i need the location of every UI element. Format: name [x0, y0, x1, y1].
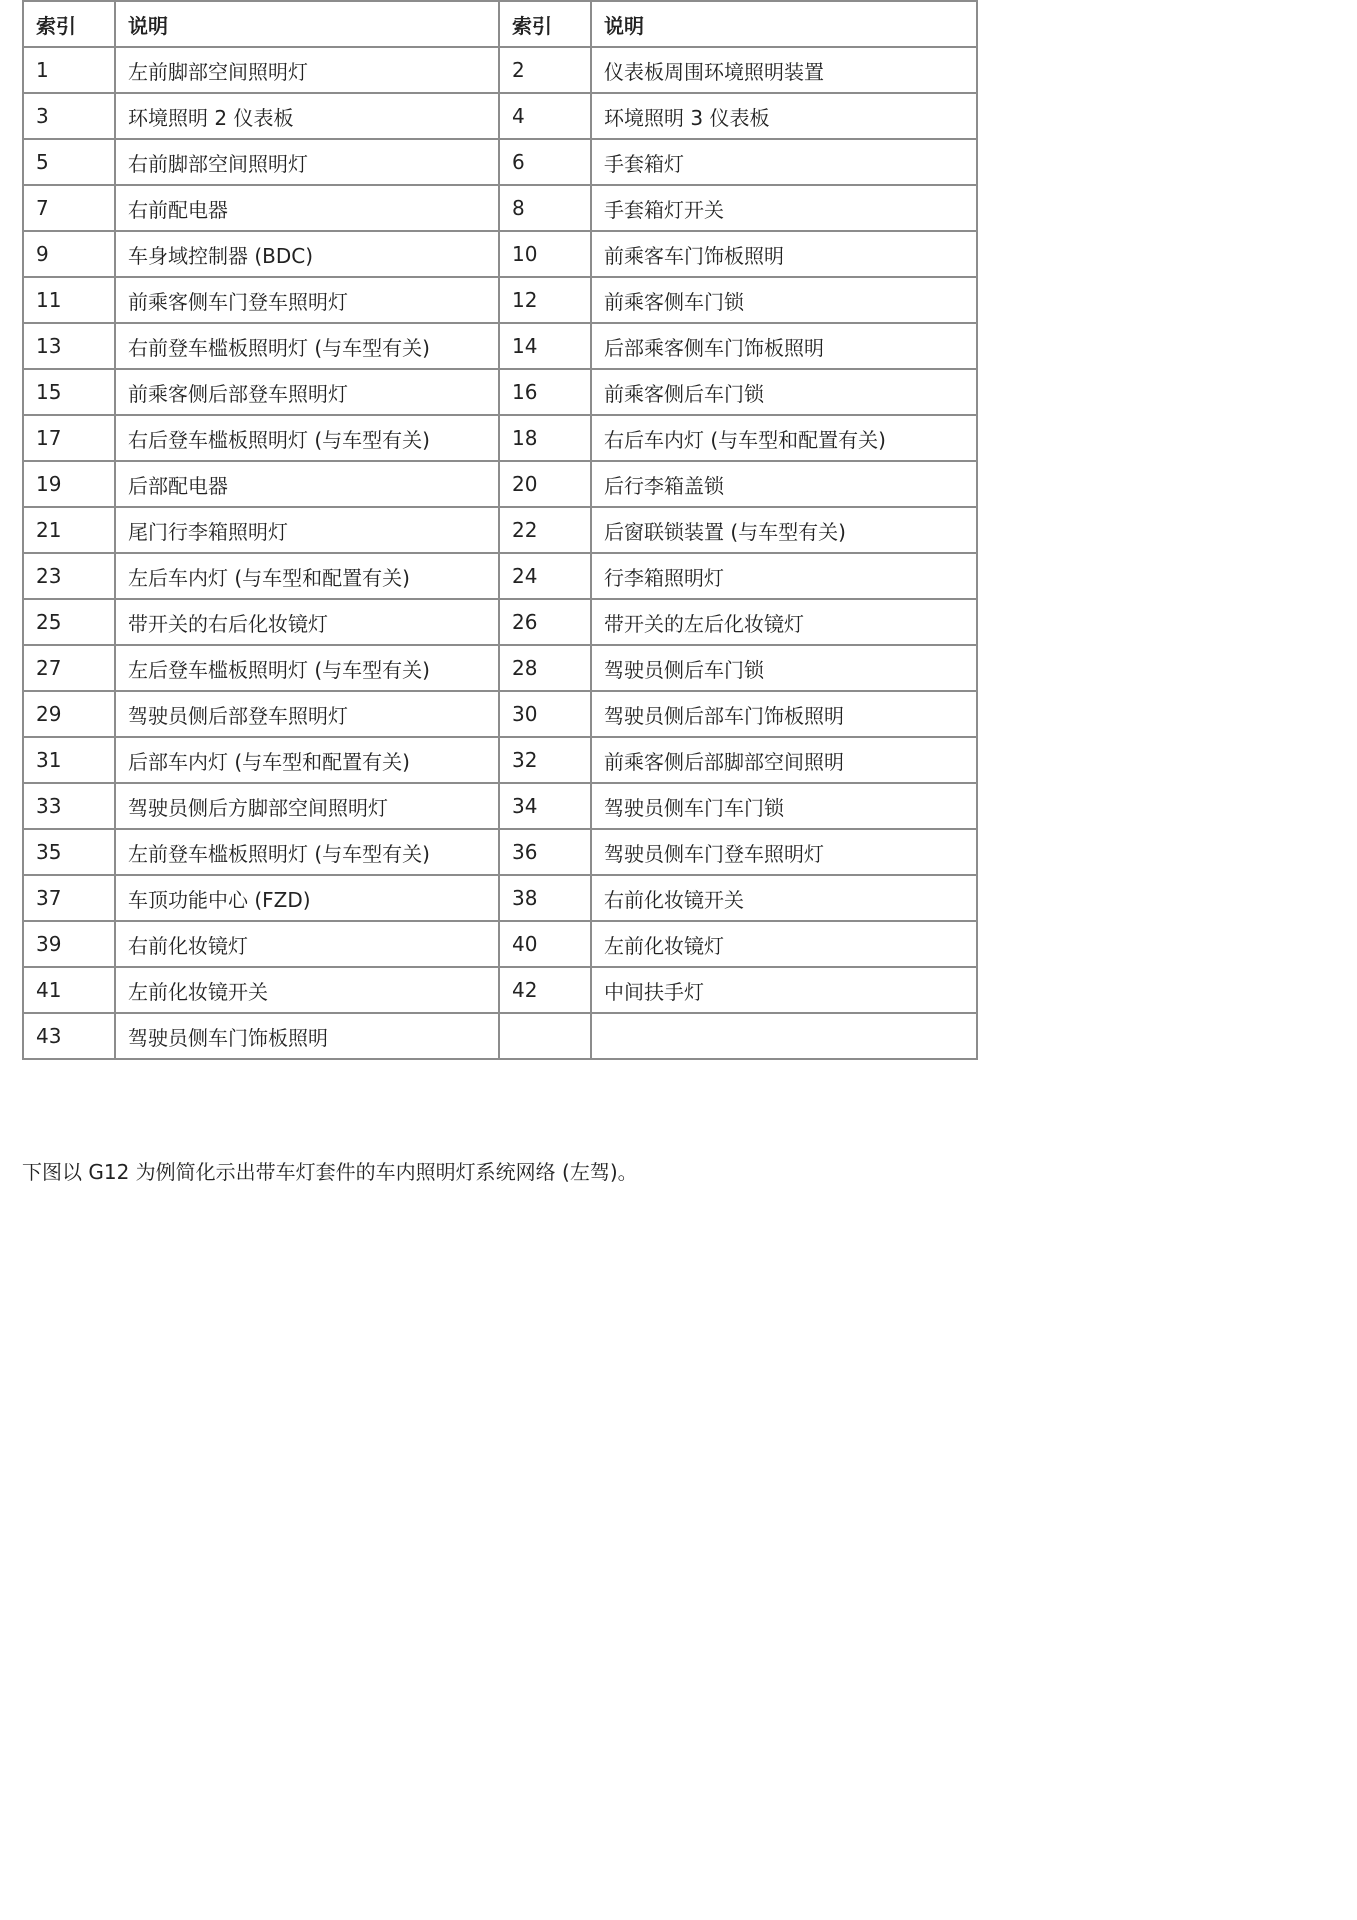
index-cell: 2	[499, 47, 591, 93]
description-cell: 仪表板周围环境照明装置	[591, 47, 977, 93]
table-row	[23, 921, 977, 967]
table-row	[23, 599, 977, 645]
table-row	[23, 323, 977, 369]
index-cell: 24	[499, 553, 591, 599]
description-cell: 左后车内灯 (与车型和配置有关)	[115, 553, 499, 599]
table-row	[23, 461, 977, 507]
index-cell: 22	[499, 507, 591, 553]
index-cell: 32	[499, 737, 591, 783]
description-cell: 前乘客侧车门锁	[591, 277, 977, 323]
index-cell: 25	[23, 599, 115, 645]
index-cell: 33	[23, 783, 115, 829]
description-cell: 左前化妆镜开关	[115, 967, 499, 1013]
table-row	[23, 369, 977, 415]
table-row	[23, 553, 977, 599]
description-cell: 后部乘客侧车门饰板照明	[591, 323, 977, 369]
index-cell: 28	[499, 645, 591, 691]
index-cell: 7	[23, 185, 115, 231]
legend-table-body	[23, 47, 977, 1059]
description-cell: 车顶功能中心 (FZD)	[115, 875, 499, 921]
table-row	[23, 231, 977, 277]
index-cell: 34	[499, 783, 591, 829]
index-cell: 15	[23, 369, 115, 415]
table-row	[23, 829, 977, 875]
index-cell: 12	[499, 277, 591, 323]
description-cell: 右前脚部空间照明灯	[115, 139, 499, 185]
description-cell: 尾门行李箱照明灯	[115, 507, 499, 553]
description-cell: 车身域控制器 (BDC)	[115, 231, 499, 277]
index-cell: 9	[23, 231, 115, 277]
index-cell: 8	[499, 185, 591, 231]
index-cell: 16	[499, 369, 591, 415]
table-row	[23, 737, 977, 783]
table-row	[23, 783, 977, 829]
description-cell: 驾驶员侧后车门锁	[591, 645, 977, 691]
description-cell: 左前登车槛板照明灯 (与车型有关)	[115, 829, 499, 875]
description-cell: 前乘客侧后部登车照明灯	[115, 369, 499, 415]
index-cell: 17	[23, 415, 115, 461]
description-cell: 带开关的左后化妆镜灯	[591, 599, 977, 645]
table-row	[23, 415, 977, 461]
description-cell: 驾驶员侧后部登车照明灯	[115, 691, 499, 737]
index-cell: 35	[23, 829, 115, 875]
index-cell: 18	[499, 415, 591, 461]
header-index-1: 索引	[23, 1, 115, 47]
index-cell: 26	[499, 599, 591, 645]
index-cell: 10	[499, 231, 591, 277]
table-row	[23, 875, 977, 921]
description-cell: 左前化妆镜灯	[591, 921, 977, 967]
index-cell: 14	[499, 323, 591, 369]
description-cell: 右后登车槛板照明灯 (与车型有关)	[115, 415, 499, 461]
description-cell: 驾驶员侧后部车门饰板照明	[591, 691, 977, 737]
description-cell: 环境照明 2 仪表板	[115, 93, 499, 139]
table-row	[23, 277, 977, 323]
header-description-2: 说明	[591, 1, 977, 47]
description-cell: 右后车内灯 (与车型和配置有关)	[591, 415, 977, 461]
table-row	[23, 967, 977, 1013]
index-cell: 36	[499, 829, 591, 875]
description-cell: 右前配电器	[115, 185, 499, 231]
index-cell: 41	[23, 967, 115, 1013]
table-row	[23, 645, 977, 691]
index-cell: 19	[23, 461, 115, 507]
description-cell: 右前登车槛板照明灯 (与车型有关)	[115, 323, 499, 369]
table-row	[23, 507, 977, 553]
index-cell: 11	[23, 277, 115, 323]
description-cell: 前乘客车门饰板照明	[591, 231, 977, 277]
description-cell: 手套箱灯	[591, 139, 977, 185]
description-cell: 左后登车槛板照明灯 (与车型有关)	[115, 645, 499, 691]
description-cell: 驾驶员侧车门饰板照明	[115, 1013, 499, 1059]
index-cell: 13	[23, 323, 115, 369]
description-cell: 驾驶员侧车门登车照明灯	[591, 829, 977, 875]
index-cell: 4	[499, 93, 591, 139]
table-header-row	[23, 1, 977, 47]
description-cell: 前乘客侧后车门锁	[591, 369, 977, 415]
table-row	[23, 691, 977, 737]
header-index-2: 索引	[499, 1, 591, 47]
index-cell: 37	[23, 875, 115, 921]
index-cell: 23	[23, 553, 115, 599]
header-description-1: 说明	[115, 1, 499, 47]
index-cell: 6	[499, 139, 591, 185]
description-cell: 带开关的右后化妆镜灯	[115, 599, 499, 645]
index-cell: 20	[499, 461, 591, 507]
figure-caption: 下图以 G12 为例简化示出带车灯套件的车内照明灯系统网络 (左驾)。	[22, 1160, 638, 1184]
index-cell: 42	[499, 967, 591, 1013]
table-row	[23, 139, 977, 185]
index-cell	[499, 1013, 591, 1059]
index-cell: 40	[499, 921, 591, 967]
description-cell: 驾驶员侧车门车门锁	[591, 783, 977, 829]
index-cell: 38	[499, 875, 591, 921]
table-row	[23, 93, 977, 139]
table-row	[23, 185, 977, 231]
index-cell: 30	[499, 691, 591, 737]
index-cell: 21	[23, 507, 115, 553]
index-cell: 1	[23, 47, 115, 93]
table-row	[23, 47, 977, 93]
index-cell: 5	[23, 139, 115, 185]
description-cell: 后部车内灯 (与车型和配置有关)	[115, 737, 499, 783]
description-cell: 后窗联锁装置 (与车型有关)	[591, 507, 977, 553]
table-row	[23, 1013, 977, 1059]
description-cell: 中间扶手灯	[591, 967, 977, 1013]
index-cell: 31	[23, 737, 115, 783]
legend-table	[22, 0, 978, 1060]
index-cell: 29	[23, 691, 115, 737]
description-cell: 左前脚部空间照明灯	[115, 47, 499, 93]
description-cell: 前乘客侧车门登车照明灯	[115, 277, 499, 323]
description-cell: 右前化妆镜灯	[115, 921, 499, 967]
description-cell: 行李箱照明灯	[591, 553, 977, 599]
description-cell: 后部配电器	[115, 461, 499, 507]
description-cell	[591, 1013, 977, 1059]
description-cell: 后行李箱盖锁	[591, 461, 977, 507]
index-cell: 43	[23, 1013, 115, 1059]
index-cell: 39	[23, 921, 115, 967]
description-cell: 右前化妆镜开关	[591, 875, 977, 921]
index-cell: 3	[23, 93, 115, 139]
index-cell: 27	[23, 645, 115, 691]
description-cell: 手套箱灯开关	[591, 185, 977, 231]
description-cell: 驾驶员侧后方脚部空间照明灯	[115, 783, 499, 829]
description-cell: 环境照明 3 仪表板	[591, 93, 977, 139]
description-cell: 前乘客侧后部脚部空间照明	[591, 737, 977, 783]
